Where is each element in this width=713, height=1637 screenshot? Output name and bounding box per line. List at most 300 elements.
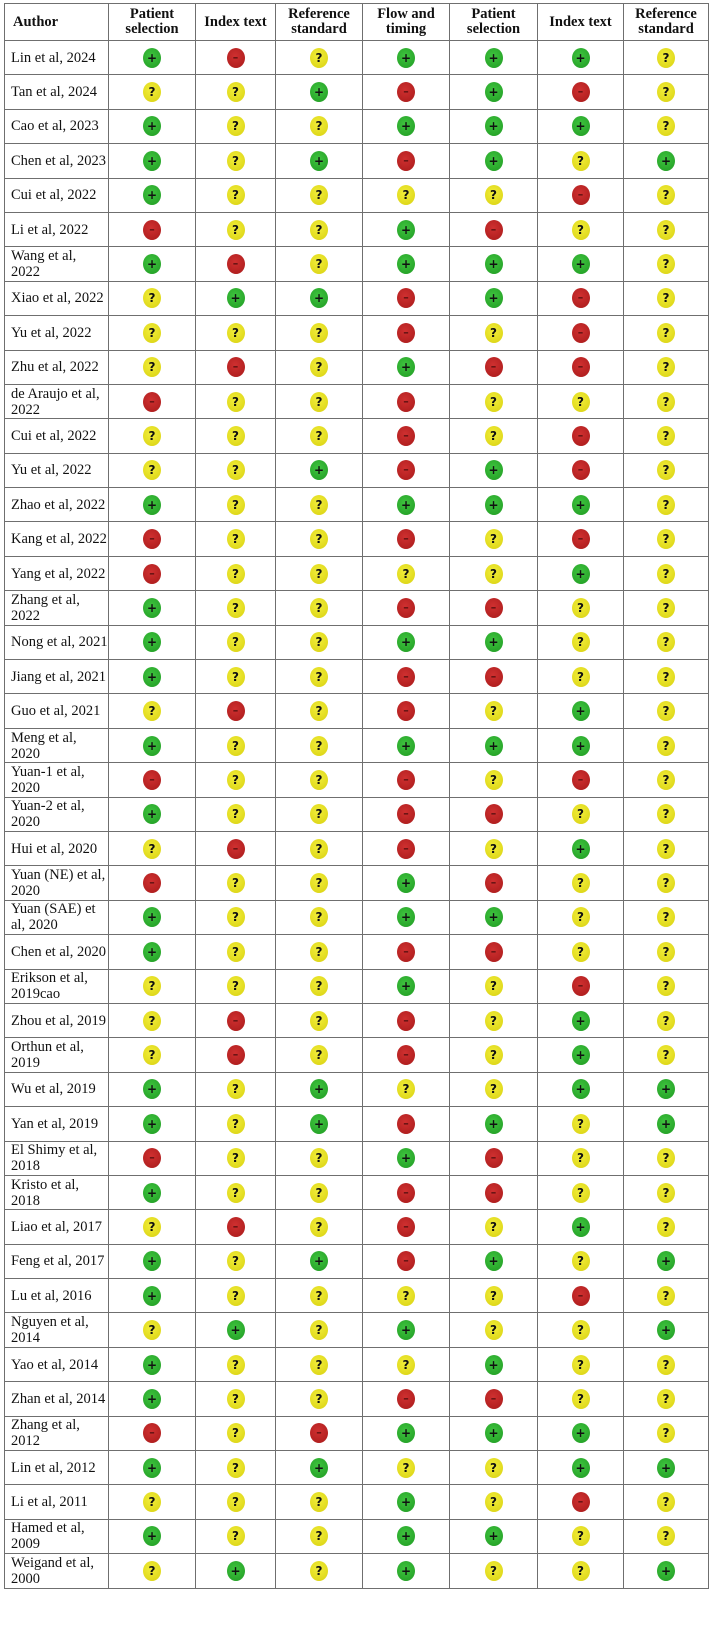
minus-circle-icon: – [397,288,415,308]
rating-cell [109,350,196,384]
plus-circle-icon: + [143,942,161,962]
table-row [5,1141,709,1175]
rating-cell [276,1038,363,1072]
minus-circle-icon: – [227,357,245,377]
minus-circle-icon: – [227,254,245,274]
question-circle-icon: ? [310,839,328,859]
rating-cell [624,144,709,178]
rating-cell [276,1451,363,1485]
rating-cell [624,1416,709,1450]
plus-circle-icon: + [227,1561,245,1581]
rating-cell [196,1554,276,1588]
rating-cell [196,75,276,109]
rating-cell [450,694,538,728]
rating-cell [276,384,363,418]
question-circle-icon: ? [310,564,328,584]
plus-circle-icon: + [397,1320,415,1340]
rating-cell [196,384,276,418]
author-cell: Wu et al, 2019 [5,1072,109,1106]
rating-cell [450,178,538,212]
rating-cell [109,247,196,281]
question-circle-icon: ? [572,1114,590,1134]
rating-cell [196,144,276,178]
plus-circle-icon: + [485,632,503,652]
question-circle-icon: ? [227,1492,245,1512]
rating-cell [109,1416,196,1450]
table-row [5,1210,709,1244]
rating-cell [538,488,624,522]
rating-cell [538,797,624,831]
question-circle-icon: ? [657,667,675,687]
rating-cell [196,556,276,590]
question-circle-icon: ? [227,1423,245,1443]
rating-cell [538,1485,624,1519]
rating-cell [196,1519,276,1553]
rating-cell [450,247,538,281]
question-circle-icon: ? [227,1458,245,1478]
question-circle-icon: ? [485,1561,503,1581]
rating-cell [538,935,624,969]
rating-cell [196,1038,276,1072]
plus-circle-icon: + [143,907,161,927]
question-circle-icon: ? [310,357,328,377]
rating-cell [109,1003,196,1037]
table-row [5,866,709,900]
rating-cell [624,1519,709,1553]
rating-cell [363,1554,450,1588]
rating-cell [363,866,450,900]
question-circle-icon: ? [143,839,161,859]
risk-of-bias-table [4,3,709,1589]
table-row [5,1279,709,1313]
table-row [5,1244,709,1278]
table-row [5,763,709,797]
author-cell: Tan et al, 2024 [5,75,109,109]
rating-cell [538,144,624,178]
rating-cell [538,1451,624,1485]
plus-circle-icon: + [572,1423,590,1443]
plus-circle-icon: + [310,1458,328,1478]
rating-cell [363,316,450,350]
question-circle-icon: ? [227,185,245,205]
question-circle-icon: ? [143,1045,161,1065]
plus-circle-icon: + [485,907,503,927]
question-circle-icon: ? [397,1286,415,1306]
rating-cell [624,728,709,762]
rating-cell [538,866,624,900]
rating-cell [363,488,450,522]
rating-cell [196,1072,276,1106]
minus-circle-icon: – [397,323,415,343]
plus-circle-icon: + [310,460,328,480]
rating-cell [276,419,363,453]
rating-cell [276,75,363,109]
rating-cell [450,75,538,109]
plus-circle-icon: + [572,701,590,721]
question-circle-icon: ? [485,1079,503,1099]
rating-cell [624,350,709,384]
question-circle-icon: ? [227,323,245,343]
rating-cell [276,212,363,246]
table-row [5,1003,709,1037]
rating-cell [276,316,363,350]
minus-circle-icon: – [143,564,161,584]
question-circle-icon: ? [227,667,245,687]
rating-cell [276,935,363,969]
plus-circle-icon: + [572,1045,590,1065]
question-circle-icon: ? [310,701,328,721]
question-circle-icon: ? [485,323,503,343]
rating-cell [450,41,538,75]
question-circle-icon: ? [310,1561,328,1581]
rating-cell [196,281,276,315]
rating-cell [276,591,363,625]
author-cell: Cui et al, 2022 [5,419,109,453]
rating-cell [196,694,276,728]
rating-cell [450,488,538,522]
plus-circle-icon: + [572,1079,590,1099]
rating-cell [538,281,624,315]
rating-cell [624,109,709,143]
question-circle-icon: ? [485,392,503,412]
rating-cell [363,41,450,75]
rating-cell [196,1382,276,1416]
question-circle-icon: ? [657,976,675,996]
question-circle-icon: ? [227,907,245,927]
plus-circle-icon: + [143,1389,161,1409]
rating-cell [109,1313,196,1347]
rating-cell [450,109,538,143]
minus-circle-icon: – [397,1045,415,1065]
rating-cell [196,247,276,281]
rating-cell [538,1313,624,1347]
rating-cell [450,866,538,900]
rating-cell [624,1451,709,1485]
question-circle-icon: ? [310,632,328,652]
plus-circle-icon: + [572,839,590,859]
rating-cell [363,935,450,969]
question-circle-icon: ? [227,426,245,446]
plus-circle-icon: + [397,907,415,927]
rating-cell [624,1210,709,1244]
table-row [5,1519,709,1553]
rating-cell [363,1003,450,1037]
minus-circle-icon: – [397,1389,415,1409]
rating-cell [196,1244,276,1278]
minus-circle-icon: – [397,1217,415,1237]
author-cell: Yu et al, 2022 [5,316,109,350]
minus-circle-icon: – [227,1217,245,1237]
rating-cell [450,1519,538,1553]
rating-cell [538,1038,624,1072]
question-circle-icon: ? [657,185,675,205]
header-reference-standard-applicability: Reference standard [624,4,709,41]
question-circle-icon: ? [143,1217,161,1237]
question-circle-icon: ? [657,426,675,446]
rating-cell [538,350,624,384]
question-circle-icon: ? [310,1320,328,1340]
question-circle-icon: ? [310,254,328,274]
minus-circle-icon: – [227,701,245,721]
question-circle-icon: ? [657,529,675,549]
minus-circle-icon: – [485,598,503,618]
rating-cell [109,694,196,728]
rating-cell [538,694,624,728]
plus-circle-icon: + [485,460,503,480]
question-circle-icon: ? [143,976,161,996]
question-circle-icon: ? [657,701,675,721]
rating-cell [109,178,196,212]
minus-circle-icon: – [143,873,161,893]
rating-cell [196,1175,276,1209]
rating-cell [196,797,276,831]
plus-circle-icon: + [143,254,161,274]
rating-cell [363,763,450,797]
question-circle-icon: ? [143,288,161,308]
question-circle-icon: ? [572,667,590,687]
rating-cell [196,969,276,1003]
plus-circle-icon: + [310,1114,328,1134]
plus-circle-icon: + [143,632,161,652]
rating-cell [450,831,538,865]
rating-cell [363,1382,450,1416]
minus-circle-icon: – [485,1183,503,1203]
rating-cell [538,1519,624,1553]
rating-cell [276,866,363,900]
rating-cell [624,316,709,350]
rating-cell [450,1072,538,1106]
minus-circle-icon: – [572,976,590,996]
question-circle-icon: ? [657,839,675,859]
rating-cell [624,41,709,75]
plus-circle-icon: + [485,1423,503,1443]
plus-circle-icon: + [572,495,590,515]
minus-circle-icon: – [572,529,590,549]
rating-cell [624,556,709,590]
rating-cell [538,178,624,212]
question-circle-icon: ? [657,1011,675,1031]
question-circle-icon: ? [310,1492,328,1512]
rating-cell [276,522,363,556]
minus-circle-icon: – [397,1183,415,1203]
rating-cell [276,1519,363,1553]
table-row [5,1038,709,1072]
question-circle-icon: ? [310,873,328,893]
author-cell: Zhao et al, 2022 [5,488,109,522]
rating-cell [624,935,709,969]
rating-cell [538,247,624,281]
rating-cell [363,178,450,212]
rating-cell [450,797,538,831]
rating-cell [538,591,624,625]
rating-cell [363,1141,450,1175]
rating-cell [624,488,709,522]
plus-circle-icon: + [485,736,503,756]
author-cell: Lu et al, 2016 [5,1279,109,1313]
rating-cell [196,1451,276,1485]
rating-cell [276,763,363,797]
rating-cell [196,763,276,797]
rating-cell [196,866,276,900]
question-circle-icon: ? [310,770,328,790]
rating-cell [538,453,624,487]
plus-circle-icon: + [572,736,590,756]
rating-cell [538,75,624,109]
question-circle-icon: ? [572,632,590,652]
rating-cell [276,831,363,865]
rating-cell [109,1382,196,1416]
rating-cell [196,1003,276,1037]
plus-circle-icon: + [572,564,590,584]
rating-cell [450,1038,538,1072]
rating-cell [276,109,363,143]
rating-cell [276,1003,363,1037]
plus-circle-icon: + [143,804,161,824]
rating-cell [624,1107,709,1141]
question-circle-icon: ? [143,1561,161,1581]
rating-cell [624,969,709,1003]
question-circle-icon: ? [485,976,503,996]
plus-circle-icon: + [397,116,415,136]
rating-cell [363,1038,450,1072]
rating-cell [624,212,709,246]
rating-cell [196,488,276,522]
author-cell: Zhou et al, 2019 [5,1003,109,1037]
minus-circle-icon: – [227,1011,245,1031]
rating-cell [624,75,709,109]
rating-cell [109,453,196,487]
rating-cell [363,1485,450,1519]
question-circle-icon: ? [227,1526,245,1546]
rating-cell [450,935,538,969]
plus-circle-icon: + [485,82,503,102]
rating-cell [196,935,276,969]
rating-cell [109,1279,196,1313]
table-row [5,969,709,1003]
author-cell: Nguyen et al, 2014 [5,1313,109,1347]
rating-cell [196,316,276,350]
rating-cell [276,1416,363,1450]
header-reference-standard-risk: Reference standard [276,4,363,41]
rating-cell [276,488,363,522]
rating-cell [538,660,624,694]
question-circle-icon: ? [143,1492,161,1512]
rating-cell [624,1554,709,1588]
author-cell: Weigand et al, 2000 [5,1554,109,1588]
rating-cell [276,1175,363,1209]
author-cell: Nong et al, 2021 [5,625,109,659]
rating-cell [276,1554,363,1588]
rating-cell [196,178,276,212]
rating-cell [538,1175,624,1209]
plus-circle-icon: + [143,1183,161,1203]
rating-cell [363,1451,450,1485]
rating-cell [624,591,709,625]
question-circle-icon: ? [657,598,675,618]
header-index-text-risk: Index text [196,4,276,41]
rating-cell [109,144,196,178]
rating-cell [624,281,709,315]
plus-circle-icon: + [143,736,161,756]
rating-cell [450,1210,538,1244]
plus-circle-icon: + [397,254,415,274]
rating-cell [538,1003,624,1037]
minus-circle-icon: – [572,1286,590,1306]
rating-cell [363,144,450,178]
rating-cell [624,247,709,281]
author-cell: Hamed et al, 2009 [5,1519,109,1553]
plus-circle-icon: + [310,82,328,102]
question-circle-icon: ? [657,1148,675,1168]
question-circle-icon: ? [485,1320,503,1340]
rating-cell [450,1416,538,1450]
rating-cell [538,1141,624,1175]
rating-cell [276,1313,363,1347]
rating-cell [276,453,363,487]
rating-cell [196,212,276,246]
rating-cell [109,728,196,762]
plus-circle-icon: + [657,151,675,171]
author-cell: Yao et al, 2014 [5,1347,109,1381]
rating-cell [109,660,196,694]
rating-cell [109,591,196,625]
question-circle-icon: ? [485,1217,503,1237]
author-cell: Zhang et al, 2012 [5,1416,109,1450]
plus-circle-icon: + [397,357,415,377]
rating-cell [450,1485,538,1519]
question-circle-icon: ? [572,1320,590,1340]
rating-cell [276,1210,363,1244]
rating-cell [450,1347,538,1381]
rating-cell [109,866,196,900]
table-row [5,1451,709,1485]
author-cell: Zhang et al, 2022 [5,591,109,625]
author-cell: Feng et al, 2017 [5,1244,109,1278]
plus-circle-icon: + [227,1320,245,1340]
question-circle-icon: ? [310,529,328,549]
question-circle-icon: ? [310,1389,328,1409]
rating-cell [363,453,450,487]
rating-cell [109,1107,196,1141]
question-circle-icon: ? [227,1251,245,1271]
minus-circle-icon: – [397,667,415,687]
rating-cell [276,178,363,212]
question-circle-icon: ? [572,1389,590,1409]
rating-cell [276,1485,363,1519]
table-row [5,109,709,143]
plus-circle-icon: + [143,151,161,171]
rating-cell [538,1107,624,1141]
question-circle-icon: ? [572,220,590,240]
minus-circle-icon: – [143,392,161,412]
question-circle-icon: ? [227,82,245,102]
question-circle-icon: ? [143,701,161,721]
rating-cell [624,660,709,694]
rating-cell [196,1141,276,1175]
rating-cell [624,763,709,797]
question-circle-icon: ? [485,1458,503,1478]
rating-cell [196,350,276,384]
question-circle-icon: ? [227,632,245,652]
table-row [5,212,709,246]
rating-cell [538,1210,624,1244]
rating-cell [276,556,363,590]
rating-cell [276,969,363,1003]
rating-cell [624,1072,709,1106]
rating-cell [109,1451,196,1485]
question-circle-icon: ? [227,804,245,824]
question-circle-icon: ? [572,1183,590,1203]
